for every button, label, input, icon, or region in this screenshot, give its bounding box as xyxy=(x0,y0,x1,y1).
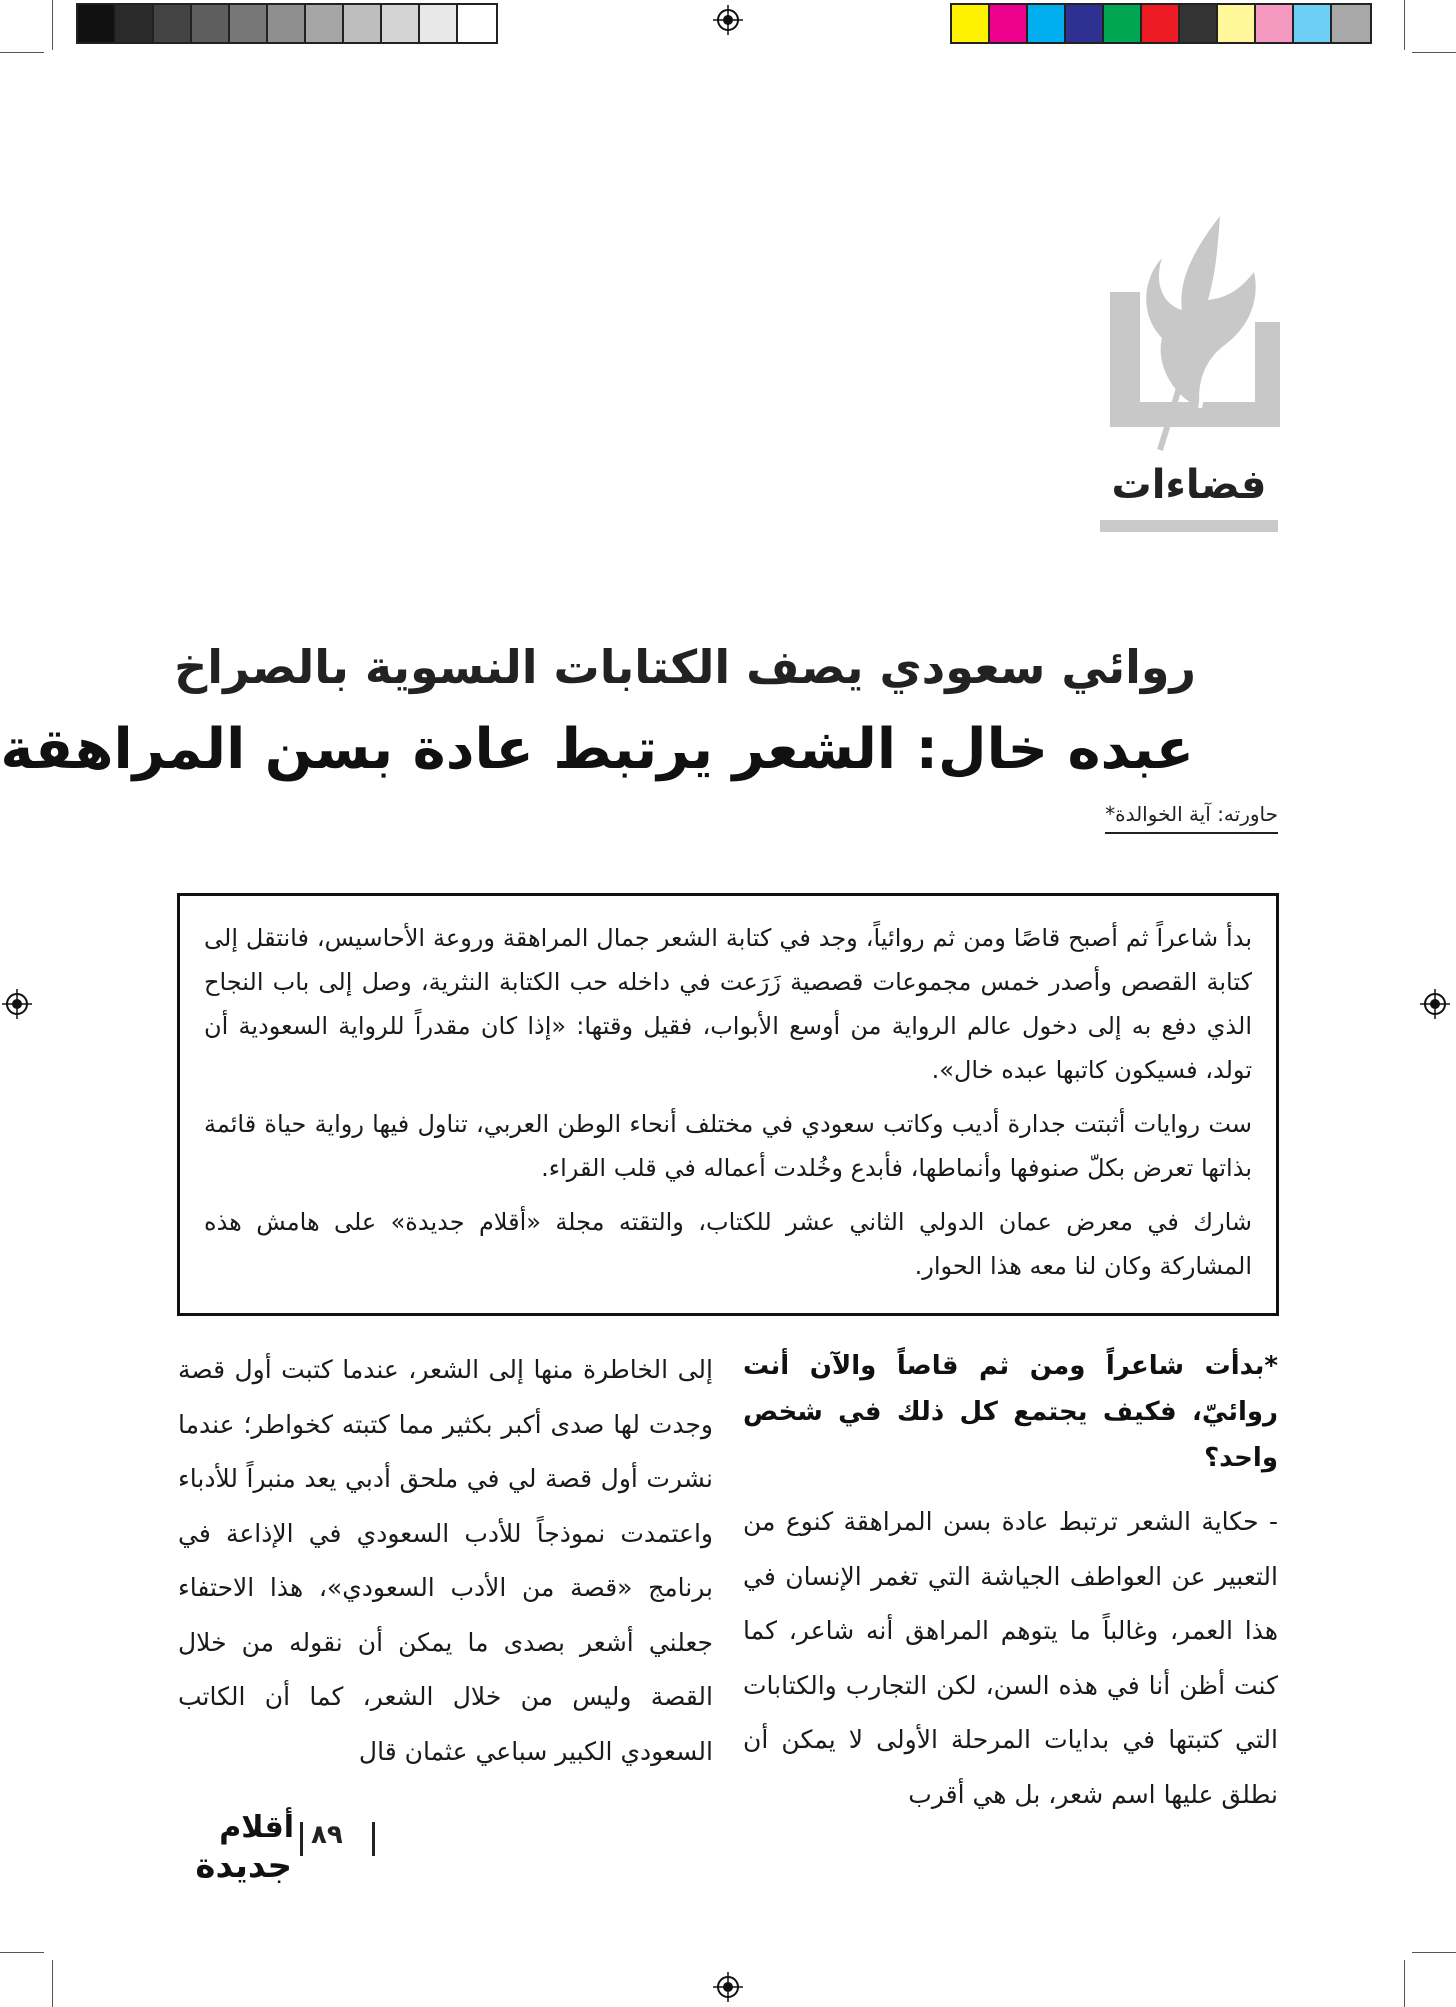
color-swatch xyxy=(1218,5,1256,42)
magazine-logo-line2: جديدة xyxy=(195,1846,292,1886)
color-swatch xyxy=(990,5,1028,42)
crop-mark xyxy=(0,52,44,53)
gray-swatch xyxy=(306,5,344,42)
gray-swatch xyxy=(268,5,306,42)
registration-mark-icon xyxy=(713,1972,743,2002)
color-swatch xyxy=(952,5,990,42)
column-left xyxy=(178,1343,713,1779)
interview-answer: - حكاية الشعر ترتبط عادة بسن المراهقة كنوع من التعبير عن العواطف الجياشة التي تغمر الإنسان في هذا العمر، وغالباً ما يتوهم المراهق أنه شاعر، كما كنت أظن أنا في هذه السن، لكن التجارب والكتابات التي كتبتها في بدايات المرحلة الأولى لا يمكن أن نطلق عليها اسم شعر، بل هي أقرب xyxy=(743,1507,1278,1809)
footer-separator xyxy=(300,1822,303,1856)
gray-swatch xyxy=(192,5,230,42)
color-swatch xyxy=(1332,5,1370,42)
color-swatch xyxy=(1180,5,1218,42)
crop-mark xyxy=(52,1960,53,2007)
article-title: عبده خال: الشعر يرتبط عادة بسن المراهقة xyxy=(0,716,1194,782)
footer-separator xyxy=(372,1822,375,1856)
crop-mark xyxy=(1404,0,1405,50)
gray-swatch xyxy=(420,5,458,42)
magazine-logo-line1: أقلام xyxy=(219,1810,294,1845)
interview-answer-continued: إلى الخاطرة منها إلى الشعر، عندما كتبت أول قصة وجدت لها صدى أكبر بكثير مما كتبته كخواطر؛ عندما نشرت أول قصة لي في ملحق أدبي يعد منبراً للأدباء واعتمدت نموذجاً للأدب السعودي في الإذاعة في برنامج «قصة من الأدب السعودي»، هذا الاحتفاء جعلني أشعر بصدى ما يمكن أن نقوله من خلال القصة وليس من خلال الشعر، كما أن الكاتب السعودي الكبير سباعي عثمان قال xyxy=(178,1355,713,1766)
intro-box xyxy=(177,893,1279,1316)
gray-swatch xyxy=(458,5,496,42)
gray-swatch xyxy=(382,5,420,42)
grayscale-calibration-bar xyxy=(76,3,498,44)
section-name: فضاءات xyxy=(1111,462,1267,508)
color-swatch xyxy=(1256,5,1294,42)
page-footer xyxy=(176,1810,406,1890)
gray-swatch xyxy=(230,5,268,42)
gray-swatch xyxy=(116,5,154,42)
color-swatch xyxy=(1028,5,1066,42)
byline: حاورته: آية الخوالدة* xyxy=(1105,802,1278,834)
crop-mark xyxy=(1412,52,1456,53)
registration-mark-icon xyxy=(713,5,743,35)
color-calibration-bar xyxy=(950,3,1372,44)
interview-question: *بدأت شاعراً ومن ثم قاصاً والآن أنت روائيّ، فكيف يجتمع كل ذلك في شخص واحد؟ xyxy=(743,1351,1278,1473)
section-underline xyxy=(1100,520,1278,532)
article-subtitle: روائي سعودي يصف الكتابات النسوية بالصراخ xyxy=(174,640,1196,695)
gray-swatch xyxy=(344,5,382,42)
registration-mark-icon xyxy=(2,989,32,1019)
crop-mark xyxy=(52,0,53,50)
color-swatch xyxy=(1294,5,1332,42)
column-right xyxy=(743,1343,1278,1822)
intro-paragraph: بدأ شاعراً ثم أصبح قاصًا ومن ثم روائياً، وجد في كتابة الشعر جمال المراهقة وروعة الأحاسيس، فانتقل إلى كتابة القصص وأصدر خمس مجموعات قصصية زَرَعت في داخله حب الكتابة النثرية، وصل إلى باب النجاح الذي دفع به إلى دخول عالم الرواية من أوسع الأبواب، فقيل وقتها: «إذا كان مقدراً للرواية السعودية أن تولد، فسيكون كاتبها عبده خال». xyxy=(204,924,1252,1084)
intro-paragraph: ست روايات أثبتت جدارة أديب وكاتب سعودي في مختلف أنحاء الوطن العربي، تناول فيها رواية حياة قائمة بذاتها تعرض بكلّ صنوفها وأنماطها، فأبدع وخُلدت أعماله في قلب القراء. xyxy=(204,1110,1252,1182)
page-number: ٨٩ xyxy=(311,1820,343,1850)
intro-paragraph: شارك في معرض عمان الدولي الثاني عشر للكتاب، والتقته مجلة «أقلام جديدة» على هامش هذه المشاركة وكان لنا معه هذا الحوار. xyxy=(204,1208,1252,1280)
color-swatch xyxy=(1104,5,1142,42)
gray-swatch xyxy=(78,5,116,42)
color-swatch xyxy=(1142,5,1180,42)
crop-mark xyxy=(1412,1952,1456,1953)
section-logo-icon xyxy=(1100,212,1280,482)
crop-mark xyxy=(1404,1960,1405,2007)
color-swatch xyxy=(1066,5,1104,42)
registration-mark-icon xyxy=(1420,989,1450,1019)
gray-swatch xyxy=(154,5,192,42)
magazine-logo xyxy=(176,1810,294,1888)
crop-mark xyxy=(0,1952,44,1953)
